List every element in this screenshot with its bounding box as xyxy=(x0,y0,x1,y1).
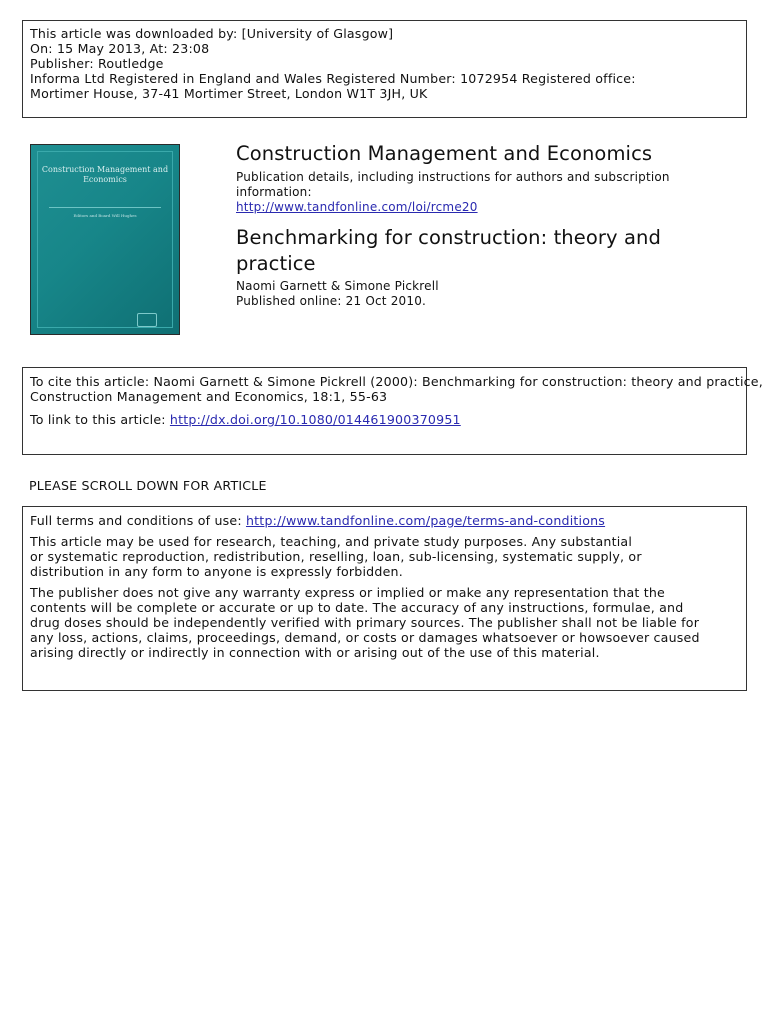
cover-editors: Editors and Board Will Hughes xyxy=(73,213,137,218)
publication-details: Publication details, including instructions for authors and subscription information: xyxy=(236,170,670,199)
address-line: Mortimer House, 37-41 Mortimer Street, London W1T 3JH, UK xyxy=(30,86,428,101)
disclaimer-line: drug doses should be independently verified with primary sources. The publisher shall not be liable for xyxy=(30,615,700,630)
download-date-line: On: 15 May 2013, At: 23:08 xyxy=(30,41,210,56)
cite-label: To cite this article: xyxy=(30,374,154,389)
download-line: This article was downloaded by: [University of Glasgow] xyxy=(30,26,394,41)
published-date: Published online: 21 Oct 2010. xyxy=(236,294,427,308)
disclaimer-line: arising directly or indirectly in connection with or arising out of the use of this material. xyxy=(30,645,600,660)
usage-paragraph xyxy=(30,534,746,579)
publisher-line: Publisher: Routledge xyxy=(30,56,164,71)
disclaimer-line: any loss, actions, claims, proceedings, demand, or costs or damages whatsoever or howsoever caused xyxy=(30,630,700,645)
usage-line: distribution in any form to anyone is expressly forbidden. xyxy=(30,564,403,579)
article-title: Benchmarking for construction: theory and practice xyxy=(236,226,661,275)
link-line xyxy=(30,412,746,427)
usage-line: or systematic reproduction, redistribution, reselling, loan, sub-licensing, systematic supply, or xyxy=(30,549,642,564)
download-info-box xyxy=(22,20,747,118)
terms-link[interactable]: http://www.tandfonline.com/page/terms-and-conditions xyxy=(245,513,606,528)
citation-line-2: Construction Management and Economics, 18:1, 55-63 xyxy=(30,389,388,404)
citation-box xyxy=(22,367,763,455)
journal-info xyxy=(236,142,736,309)
journal-link[interactable]: http://www.tandfonline.com/loi/rcme20 xyxy=(236,200,478,214)
cover-title: Construction Management and Economics xyxy=(41,165,169,184)
disclaimer-line: contents will be complete or accurate or up to date. The accuracy of any instructions, formulae, and xyxy=(30,600,684,615)
journal-title: Construction Management and Economics xyxy=(236,142,653,165)
cover-rule xyxy=(49,207,161,208)
article-authors: Naomi Garnett & Simone Pickrell xyxy=(236,279,439,293)
disclaimer-paragraph xyxy=(30,585,746,660)
citation-line-1 xyxy=(30,374,763,389)
scroll-note: PLEASE SCROLL DOWN FOR ARTICLE xyxy=(29,478,267,493)
publisher-logo-icon xyxy=(137,313,157,327)
terms-label: Full terms and conditions of use: xyxy=(30,513,246,528)
terms-line xyxy=(30,513,746,528)
doi-link[interactable]: http://dx.doi.org/10.1080/014461900370951 xyxy=(169,412,461,427)
link-label: To link to this article: xyxy=(30,412,170,427)
usage-line: This article may be used for research, teaching, and private study purposes. Any substantial xyxy=(30,534,633,549)
disclaimer-line: The publisher does not give any warranty express or implied or make any representation that the xyxy=(30,585,665,600)
journal-cover-image xyxy=(30,144,180,335)
terms-box xyxy=(22,506,747,691)
registration-line: Informa Ltd Registered in England and Wales Registered Number: 1072954 Registered office: xyxy=(30,71,636,86)
cite-text: Naomi Garnett & Simone Pickrell (2000): Benchmarking for construction: theory and practice, xyxy=(153,374,763,389)
